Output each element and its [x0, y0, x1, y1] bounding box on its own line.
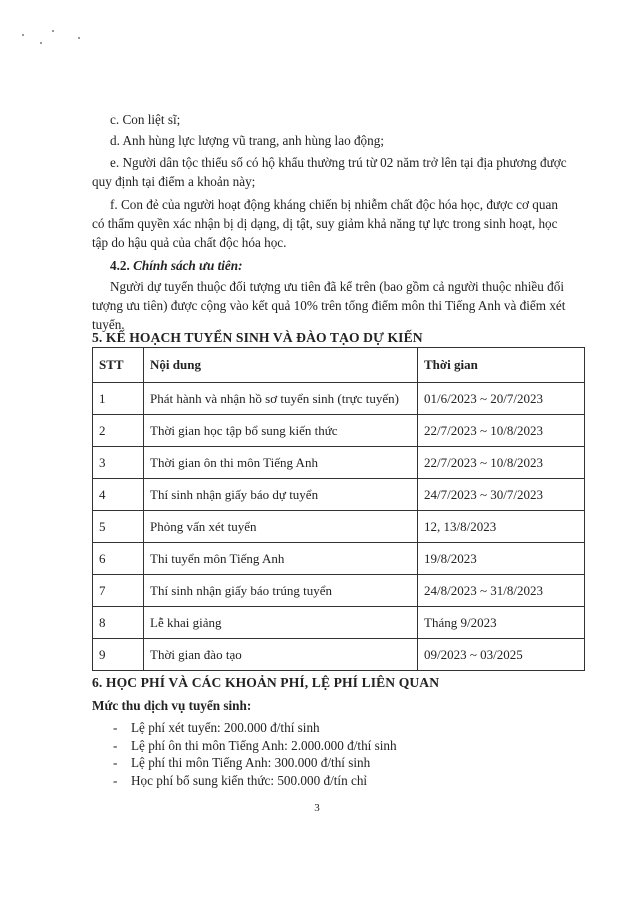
header-time: Thời gian: [418, 348, 585, 383]
row-time: 22/7/2023 ~ 10/8/2023: [418, 447, 585, 479]
scan-speck: [52, 30, 54, 32]
row-stt: 5: [93, 511, 144, 543]
row-stt: 3: [93, 447, 144, 479]
table-row: [93, 415, 585, 447]
page-number: 3: [314, 802, 320, 814]
row-time: 24/7/2023 ~ 30/7/2023: [418, 479, 585, 511]
scan-speck: [40, 42, 42, 44]
scan-speck: [78, 37, 80, 39]
row-time: Tháng 9/2023: [418, 607, 585, 639]
row-content: Thí sinh nhận giấy báo dự tuyển: [144, 479, 418, 511]
list-item: - Lệ phí thi môn Tiếng Anh: 300.000 đ/thí sinh: [113, 754, 397, 772]
table-row: [93, 447, 585, 479]
row-content: Thời gian học tập bổ sung kiến thức: [144, 415, 418, 447]
list-item-c: c. Con liệt sĩ;: [110, 112, 181, 127]
row-stt: 7: [93, 575, 144, 607]
table-row: [93, 543, 585, 575]
row-time: 12, 13/8/2023: [418, 511, 585, 543]
header-stt: STT: [93, 348, 144, 383]
table-row: [93, 575, 585, 607]
table-row: [93, 639, 585, 671]
table-row: [93, 383, 585, 415]
table-header-row: [93, 348, 585, 383]
row-content: Phỏng vấn xét tuyển: [144, 511, 418, 543]
schedule-table: [92, 347, 585, 671]
row-time: 09/2023 ~ 03/2025: [418, 639, 585, 671]
row-time: 19/8/2023: [418, 543, 585, 575]
table-row: [93, 607, 585, 639]
row-content: Thời gian đào tạo: [144, 639, 418, 671]
row-stt: 2: [93, 415, 144, 447]
list-item: - Lệ phí ôn thi môn Tiếng Anh: 2.000.000 đ/thí sinh: [113, 737, 397, 755]
row-content: Thi tuyển môn Tiếng Anh: [144, 543, 418, 575]
row-stt: 4: [93, 479, 144, 511]
policy-line1: Người dự tuyển thuộc đối tượng ưu tiên đã kể trên (bao gồm cả người thuộc nhiều đối: [110, 279, 565, 294]
policy-heading: [110, 257, 243, 275]
section6-subtitle: Mức thu dịch vụ tuyển sinh:: [92, 698, 252, 713]
row-content: Phát hành và nhận hồ sơ tuyển sinh (trực tuyến): [144, 383, 418, 415]
policy-title: Chính sách ưu tiên:: [133, 258, 243, 273]
list-item-d: d. Anh hùng lực lượng vũ trang, anh hùng lao động;: [110, 133, 385, 148]
list-item-e-line2: quy định tại điểm a khoản này;: [92, 174, 256, 189]
list-item: - Học phí bổ sung kiến thức: 500.000 đ/tín chỉ: [113, 772, 397, 790]
row-stt: 1: [93, 383, 144, 415]
row-time: 01/6/2023 ~ 20/7/2023: [418, 383, 585, 415]
section6-title: 6. HỌC PHÍ VÀ CÁC KHOẢN PHÍ, LỆ PHÍ LIÊN QUAN: [92, 675, 440, 690]
list-item: - Lệ phí xét tuyển: 200.000 đ/thí sinh: [113, 719, 397, 737]
fee-list: [113, 719, 397, 789]
list-item-f-line2: có thẩm quyền xác nhận bị dị dạng, dị tật, suy giảm khả năng tự lực trong sinh hoạt, học: [92, 216, 558, 231]
list-item-f-line3: tập do hậu quả của chất độc hóa học.: [92, 235, 287, 250]
policy-line2: tượng ưu tiên) được cộng vào kết quả 10% trên tổng điểm môn thi Tiếng Anh và điểm xét: [92, 298, 566, 313]
list-item-f-line1: f. Con đẻ của người hoạt động kháng chiến bị nhiễm chất độc hóa học, được cơ quan: [110, 197, 558, 212]
row-content: Lễ khai giảng: [144, 607, 418, 639]
header-content: Nội dung: [144, 348, 418, 383]
row-time: 24/8/2023 ~ 31/8/2023: [418, 575, 585, 607]
row-stt: 9: [93, 639, 144, 671]
row-time: 22/7/2023 ~ 10/8/2023: [418, 415, 585, 447]
list-item-e-line1: e. Người dân tộc thiểu số có hộ khẩu thường trú từ 02 năm trở lên tại địa phương được: [110, 155, 567, 170]
table-row: [93, 479, 585, 511]
row-content: Thí sinh nhận giấy báo trúng tuyển: [144, 575, 418, 607]
scan-speck: [22, 34, 24, 36]
table-row: [93, 511, 585, 543]
policy-line3: tuyển.: [92, 317, 125, 332]
row-stt: 8: [93, 607, 144, 639]
row-stt: 6: [93, 543, 144, 575]
section5-title: 5. KẾ HOẠCH TUYỂN SINH VÀ ĐÀO TẠO DỰ KIẾN: [92, 330, 423, 345]
row-content: Thời gian ôn thi môn Tiếng Anh: [144, 447, 418, 479]
policy-number: 4.2.: [110, 258, 130, 273]
